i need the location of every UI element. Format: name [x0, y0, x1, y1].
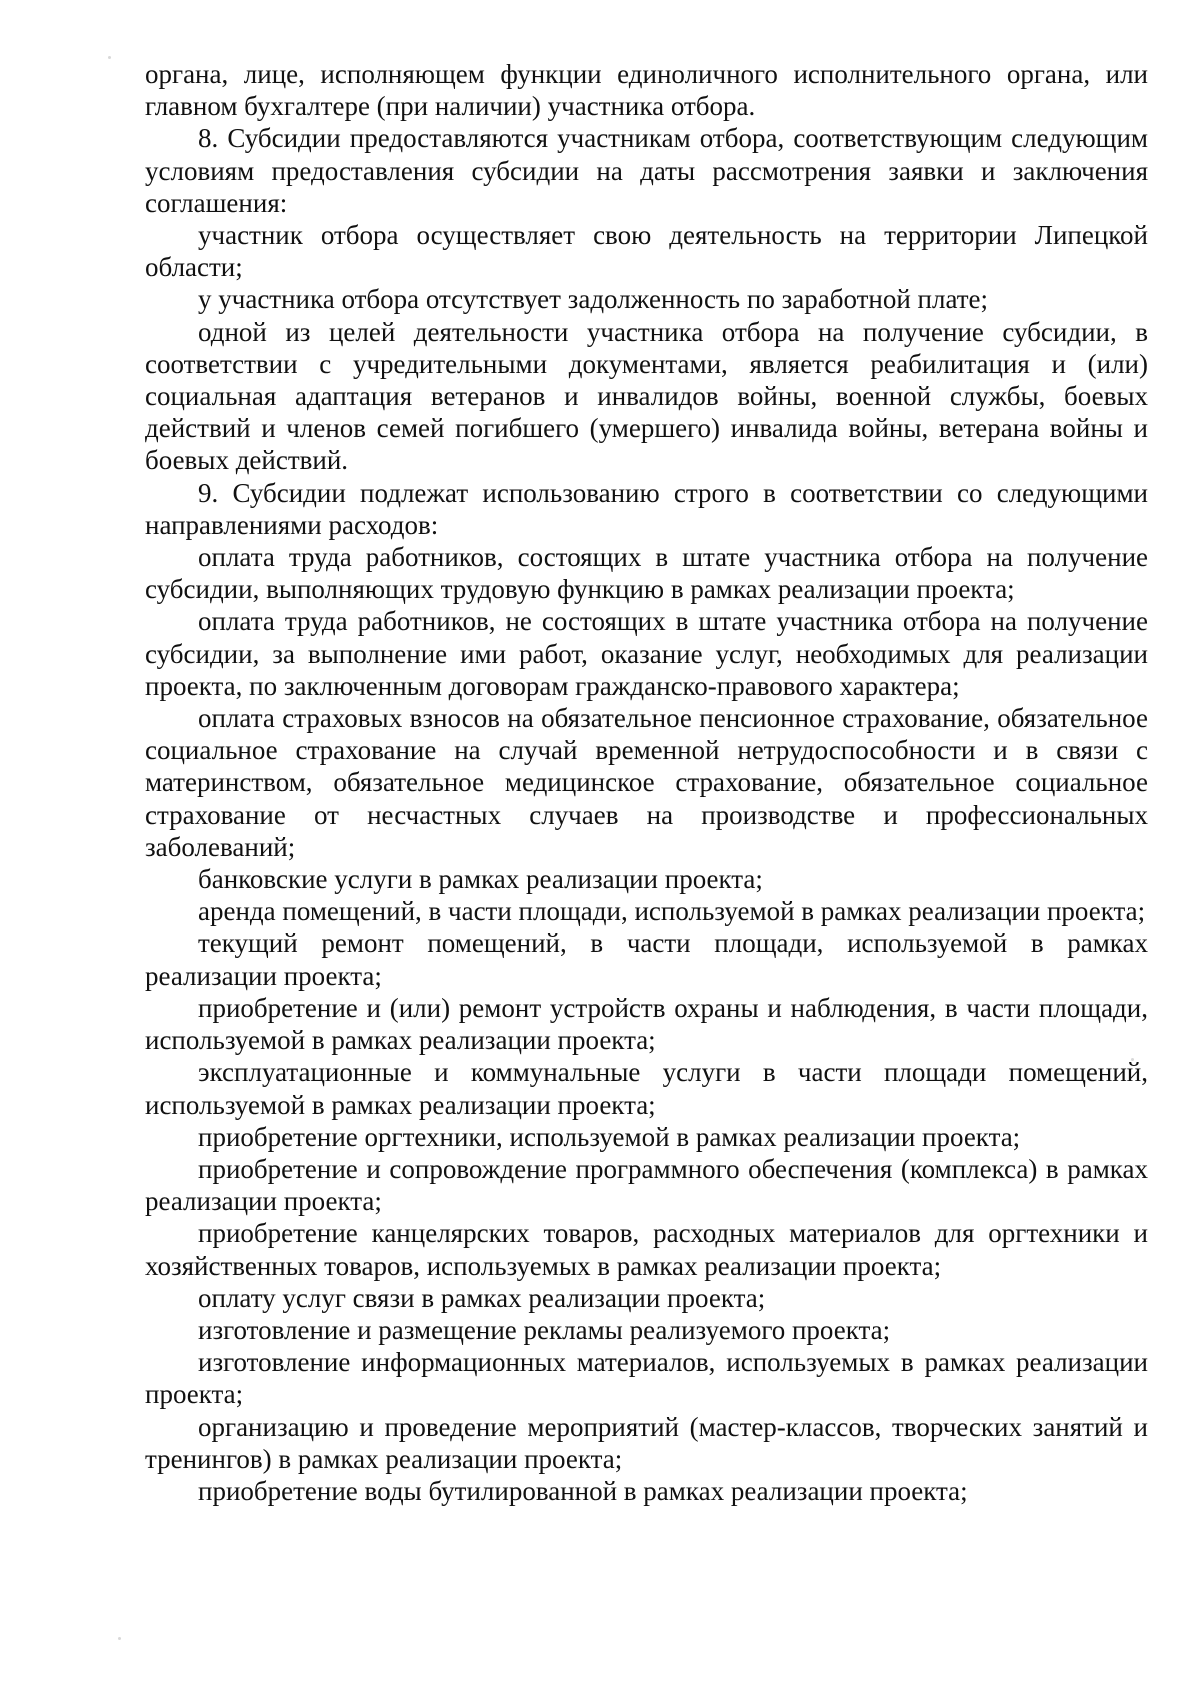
paragraph-item-9: 9. Субсидии подлежат использованию строго в соответствии со следующими направлениями расходов: — [145, 477, 1148, 540]
document-body — [145, 58, 1148, 1507]
paragraph-expense: оплата труда работников, не состоящих в штате участника отбора на получение субсидии, за выполнение ими работ, оказание услуг, необходимых для реализации проекта, по заключенным договорам гражданско-правового характера; — [145, 606, 1148, 701]
paragraph-condition: одной из целей деятельности участника отбора на получение субсидии, в соответствии с учредительными документами, является реабилитация и (или) социальная адаптация ветеранов и инвалидов войны, военной службы, боевых действий и членов семей погибшего (умершего) инвалида войны, ветерана войны и боевых действий. — [145, 316, 1148, 476]
paragraph-expense: оплата труда работников, состоящих в штате участника отбора на получение субсидии, выполняющих трудовую функцию в рамках реализации проекта; — [145, 542, 1148, 605]
scan-speck — [118, 1637, 121, 1640]
paragraph-condition: у участника отбора отсутствует задолженность по заработной плате; — [198, 284, 989, 315]
paragraph-expense: организацию и проведение мероприятий (мастер-классов, творческих занятий и тренингов) в рамках реализации проекта; — [145, 1411, 1148, 1474]
paragraph-expense: эксплуатационные и коммунальные услуги в части площади помещений, используемой в рамках реализации проекта; — [145, 1057, 1148, 1120]
paragraph-expense: изготовление информационных материалов, используемых в рамках реализации проекта; — [145, 1347, 1148, 1410]
paragraph-expense: приобретение и сопровождение программного обеспечения (комплекса) в рамках реализации проекта; — [145, 1153, 1148, 1217]
paragraph-expense: приобретение воды бутилированной в рамках реализации проекта; — [198, 1475, 968, 1506]
paragraph-expense: приобретение и (или) ремонт устройств охраны и наблюдения, в части площади, используемой в рамках реализации проекта; — [145, 992, 1148, 1056]
paragraph-expense: оплата страховых взносов на обязательное пенсионное страхование, обязательное социальное страхование на случай временной нетрудоспособности и в связи с материнством, обязательное медицинское страхование, обязательное социальное страхование от несчастных случаев на производстве и профессиональных заболеваний; — [145, 703, 1148, 862]
paragraph-condition: участник отбора осуществляет свою деятельность на территории Липецкой области; — [145, 220, 1148, 283]
paragraph-expense: оплату услуг связи в рамках реализации проекта; — [198, 1282, 766, 1313]
paragraph-continuation: органа, лице, исполняющем функции единоличного исполнительного органа, или главном бухгалтере (при наличии) участника отбора. — [145, 59, 1148, 122]
paragraph-item-8: 8. Субсидии предоставляются участникам отбора, соответствующим следующим условиям предоставления субсидии на даты рассмотрения заявки и заключения соглашения: — [145, 123, 1148, 218]
paragraph-expense: банковские услуги в рамках реализации проекта; — [198, 864, 763, 895]
paragraph-expense: текущий ремонт помещений, в части площади, используемой в рамках реализации проекта; — [145, 928, 1148, 991]
paragraph-expense: приобретение канцелярских товаров, расходных материалов для оргтехники и хозяйственных товаров, используемых в рамках реализации проекта; — [145, 1218, 1148, 1281]
paragraph-expense: приобретение оргтехники, используемой в рамках реализации проекта; — [198, 1121, 1021, 1152]
paragraph-expense: аренда помещений, в части площади, используемой в рамках реализации проекта; — [198, 896, 1146, 927]
scan-speck — [108, 56, 111, 59]
paragraph-expense: изготовление и размещение рекламы реализуемого проекта; — [198, 1314, 891, 1345]
